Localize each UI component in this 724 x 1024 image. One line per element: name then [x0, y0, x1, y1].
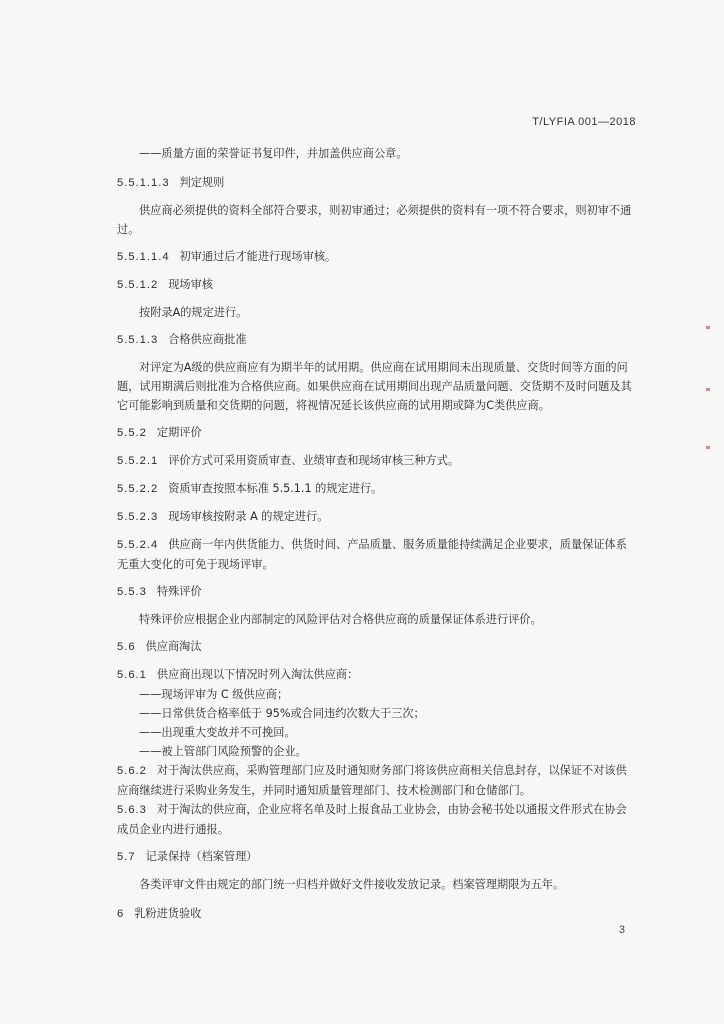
paragraph: 各类评审文件由规定的部门统一归档并做好文件接收发放记录。档案管理期限为五年。	[139, 878, 565, 891]
section-heading: 5.5.1.1.3 判定规则	[117, 176, 225, 189]
section-heading: 5.5.2.2 资质审查按照本标准 5.5.1.1 的规定进行。	[117, 482, 383, 495]
paragraph: 按附录A的规定进行。	[139, 306, 248, 319]
section-heading: 5.6 供应商淘汰	[117, 640, 202, 653]
section-heading: 5.5.2.4 供应商一年内供货能力、供货时间、产品质量、服务质量能持续满足企业要求，质量保证体系无重大变化的可免于现场评审。	[117, 538, 627, 571]
list-item: ——现场评审为 C 级供应商；	[139, 688, 289, 701]
section-heading: 5.6.1 供应商出现以下情况时列入淘汰供应商：	[117, 668, 359, 681]
section-heading: 5.5.2.3 现场审核按附录 A 的规定进行。	[117, 510, 329, 523]
scan-mark	[706, 446, 710, 449]
document-body	[117, 144, 637, 924]
standard-code: T/LYFIA 001—2018	[532, 116, 636, 128]
section-heading: 5.5.1.2 现场审核	[117, 278, 213, 291]
section-heading: 5.5.1.1.4 初审通过后才能进行现场审核。	[117, 250, 337, 263]
section-heading: 6 乳粉进货验收	[117, 907, 202, 920]
section-heading: 5.6.3 对于淘汰的供应商，企业应将名单及时上报食品工业协会，由协会秘书处以通报文件形式在协会成员企业内进行通报。	[117, 803, 627, 836]
section-heading: 5.5.2.1 评价方式可采用资质审查、业绩审查和现场审核三种方式。	[117, 454, 460, 467]
scan-mark	[706, 388, 710, 391]
list-item: ——质量方面的荣誉证书复印件，并加盖供应商公章。	[139, 147, 408, 160]
list-item: ——出现重大变故并不可挽回。	[139, 726, 296, 739]
page-number: 3	[618, 924, 625, 936]
section-heading: 5.7 记录保持（档案管理）	[117, 850, 258, 863]
section-heading: 5.5.1.3 合格供应商批准	[117, 333, 247, 346]
section-heading: 5.5.2 定期评价	[117, 426, 202, 439]
list-item: ——日常供货合格率低于 95%或合同违约次数大于三次；	[139, 707, 425, 720]
paragraph: 特殊评价应根据企业内部制定的风险评估对合格供应商的质量保证体系进行评价。	[139, 613, 542, 626]
paragraph: 对评定为A级的供应商应有为期半年的试用期。供应商在试用期间未出现质量、交货时间等方面的问题，试用期满后则批准为合格供应商。如果供应商在试用期间出现产品质量问题、交货期不及时问题及其它可能影响到质量和交货期的问题，将视情况延长该供应商的试用期或降为C类供应商。	[117, 361, 632, 412]
section-heading: 5.6.2 对于淘汰供应商，采购管理部门应及时通知财务部门将该供应商相关信息封存，以保证不对该供应商继续进行采购业务发生，并同时通知质量管理部门、技术检测部门和仓储部门。	[117, 764, 627, 797]
section-heading: 5.5.3 特殊评价	[117, 585, 202, 598]
list-item: ——被上管部门风险预警的企业。	[139, 745, 307, 758]
scan-mark	[706, 326, 710, 329]
paragraph: 供应商必须提供的资料全部符合要求，则初审通过；必须提供的资料有一项不符合要求，则初审不通过。	[117, 204, 632, 236]
